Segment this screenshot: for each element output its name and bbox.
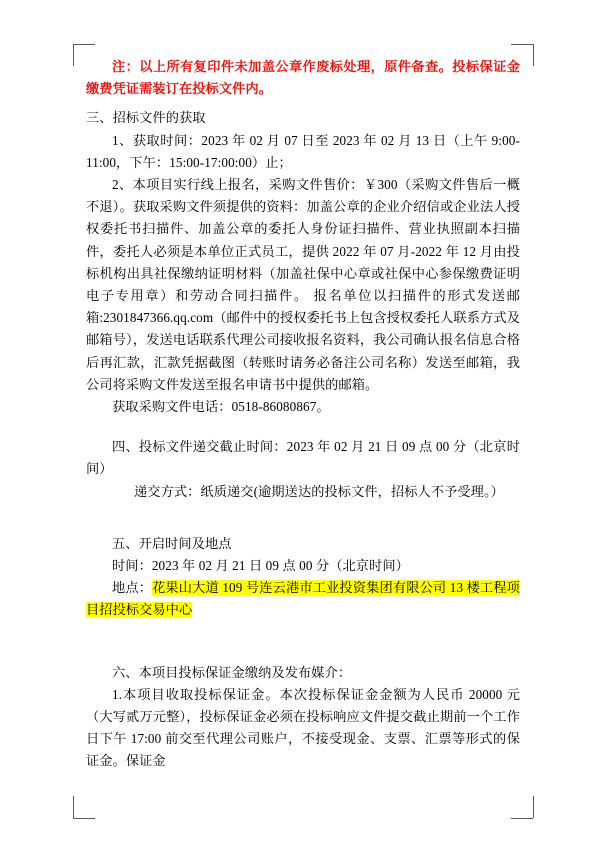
section-heading-4: 四、投标文件递交截止时间：2023 年 02 月 21 日 09 点 00 分（北京时间） xyxy=(86,439,520,477)
section-6-paragraph-1: 1.本项目收取投标保证金。本次投标保证金金额为人民币 20000 元（大写贰万元整），投标保证金必须在投标响应文件提交截止期前一个工作日下午 17:00 前交至代理公司账户，不接受现金、支票、汇票等形式的保证金。保证金 xyxy=(86,686,520,769)
section-heading-6: 六、本项目投标保证金缴纳及发布媒介： xyxy=(112,664,352,680)
section-3-paragraph-3: 获取采购文件电话：0518-86080867。 xyxy=(112,399,330,415)
section-5-address-line xyxy=(86,577,520,621)
document-body xyxy=(86,56,520,773)
address-highlighted: 花果山大道 109 号连云港市工业投资集团有限公司 13 楼工程项目招投标交易中心 xyxy=(86,580,520,618)
section-3-paragraph-1: 1、获取时间：2023 年 02 月 07 日至 2023 年 02 月 13 日（上午 9:00-11:00，下午：15:00-17:00:00）止； xyxy=(86,132,520,170)
address-label: 地点： xyxy=(112,580,153,596)
section-4-paragraph-1: 递交方式：纸质递交(逾期送达的投标文件，招标人不予受理。） xyxy=(134,483,504,499)
section-3-paragraph-2: 2、本项目实行线上报名，采购文件售价：￥300（采购文件售后一概不退）。获取采购文件须提供的资料：加盖公章的企业介绍信或企业法人授权委托书扫描件、加盖公章的委托人身份证扫描件、营业执照副本扫描件，委托人必须是本单位正式员工，提供 2022 年 07 月-2022 年 12 月由投标机构出具社保缴纳证明材料（加盖社保中心章或社保中心参保缴费证明电子专用章）和劳动合同扫描件。 报名单位以扫描件的形式发送邮箱:2301847366.qq.com（邮件中的授权委托书上包含授权委托人联系方式及邮箱号），发送电话联系代理公司接收报名资料，我公司确认报名信息合格后再汇款，汇款凭据截图（转账时请务必备注公司名称）发送至邮箱，我公司将采购文件发送至报名申请书中提供的邮箱。 xyxy=(86,177,520,392)
section-heading-3: 三、招标文件的获取 xyxy=(86,110,206,126)
notice-paragraph: 注：以上所有复印件未加盖公章作废标处理，原件备查。投标保证金缴费凭证需装订在投标文件内。 xyxy=(86,59,520,97)
section-heading-5: 五、开启时间及地点 xyxy=(112,535,232,551)
section-5-paragraph-1: 时间：2023 年 02 月 21 日 09 点 00 分（北京时间） xyxy=(112,558,409,574)
